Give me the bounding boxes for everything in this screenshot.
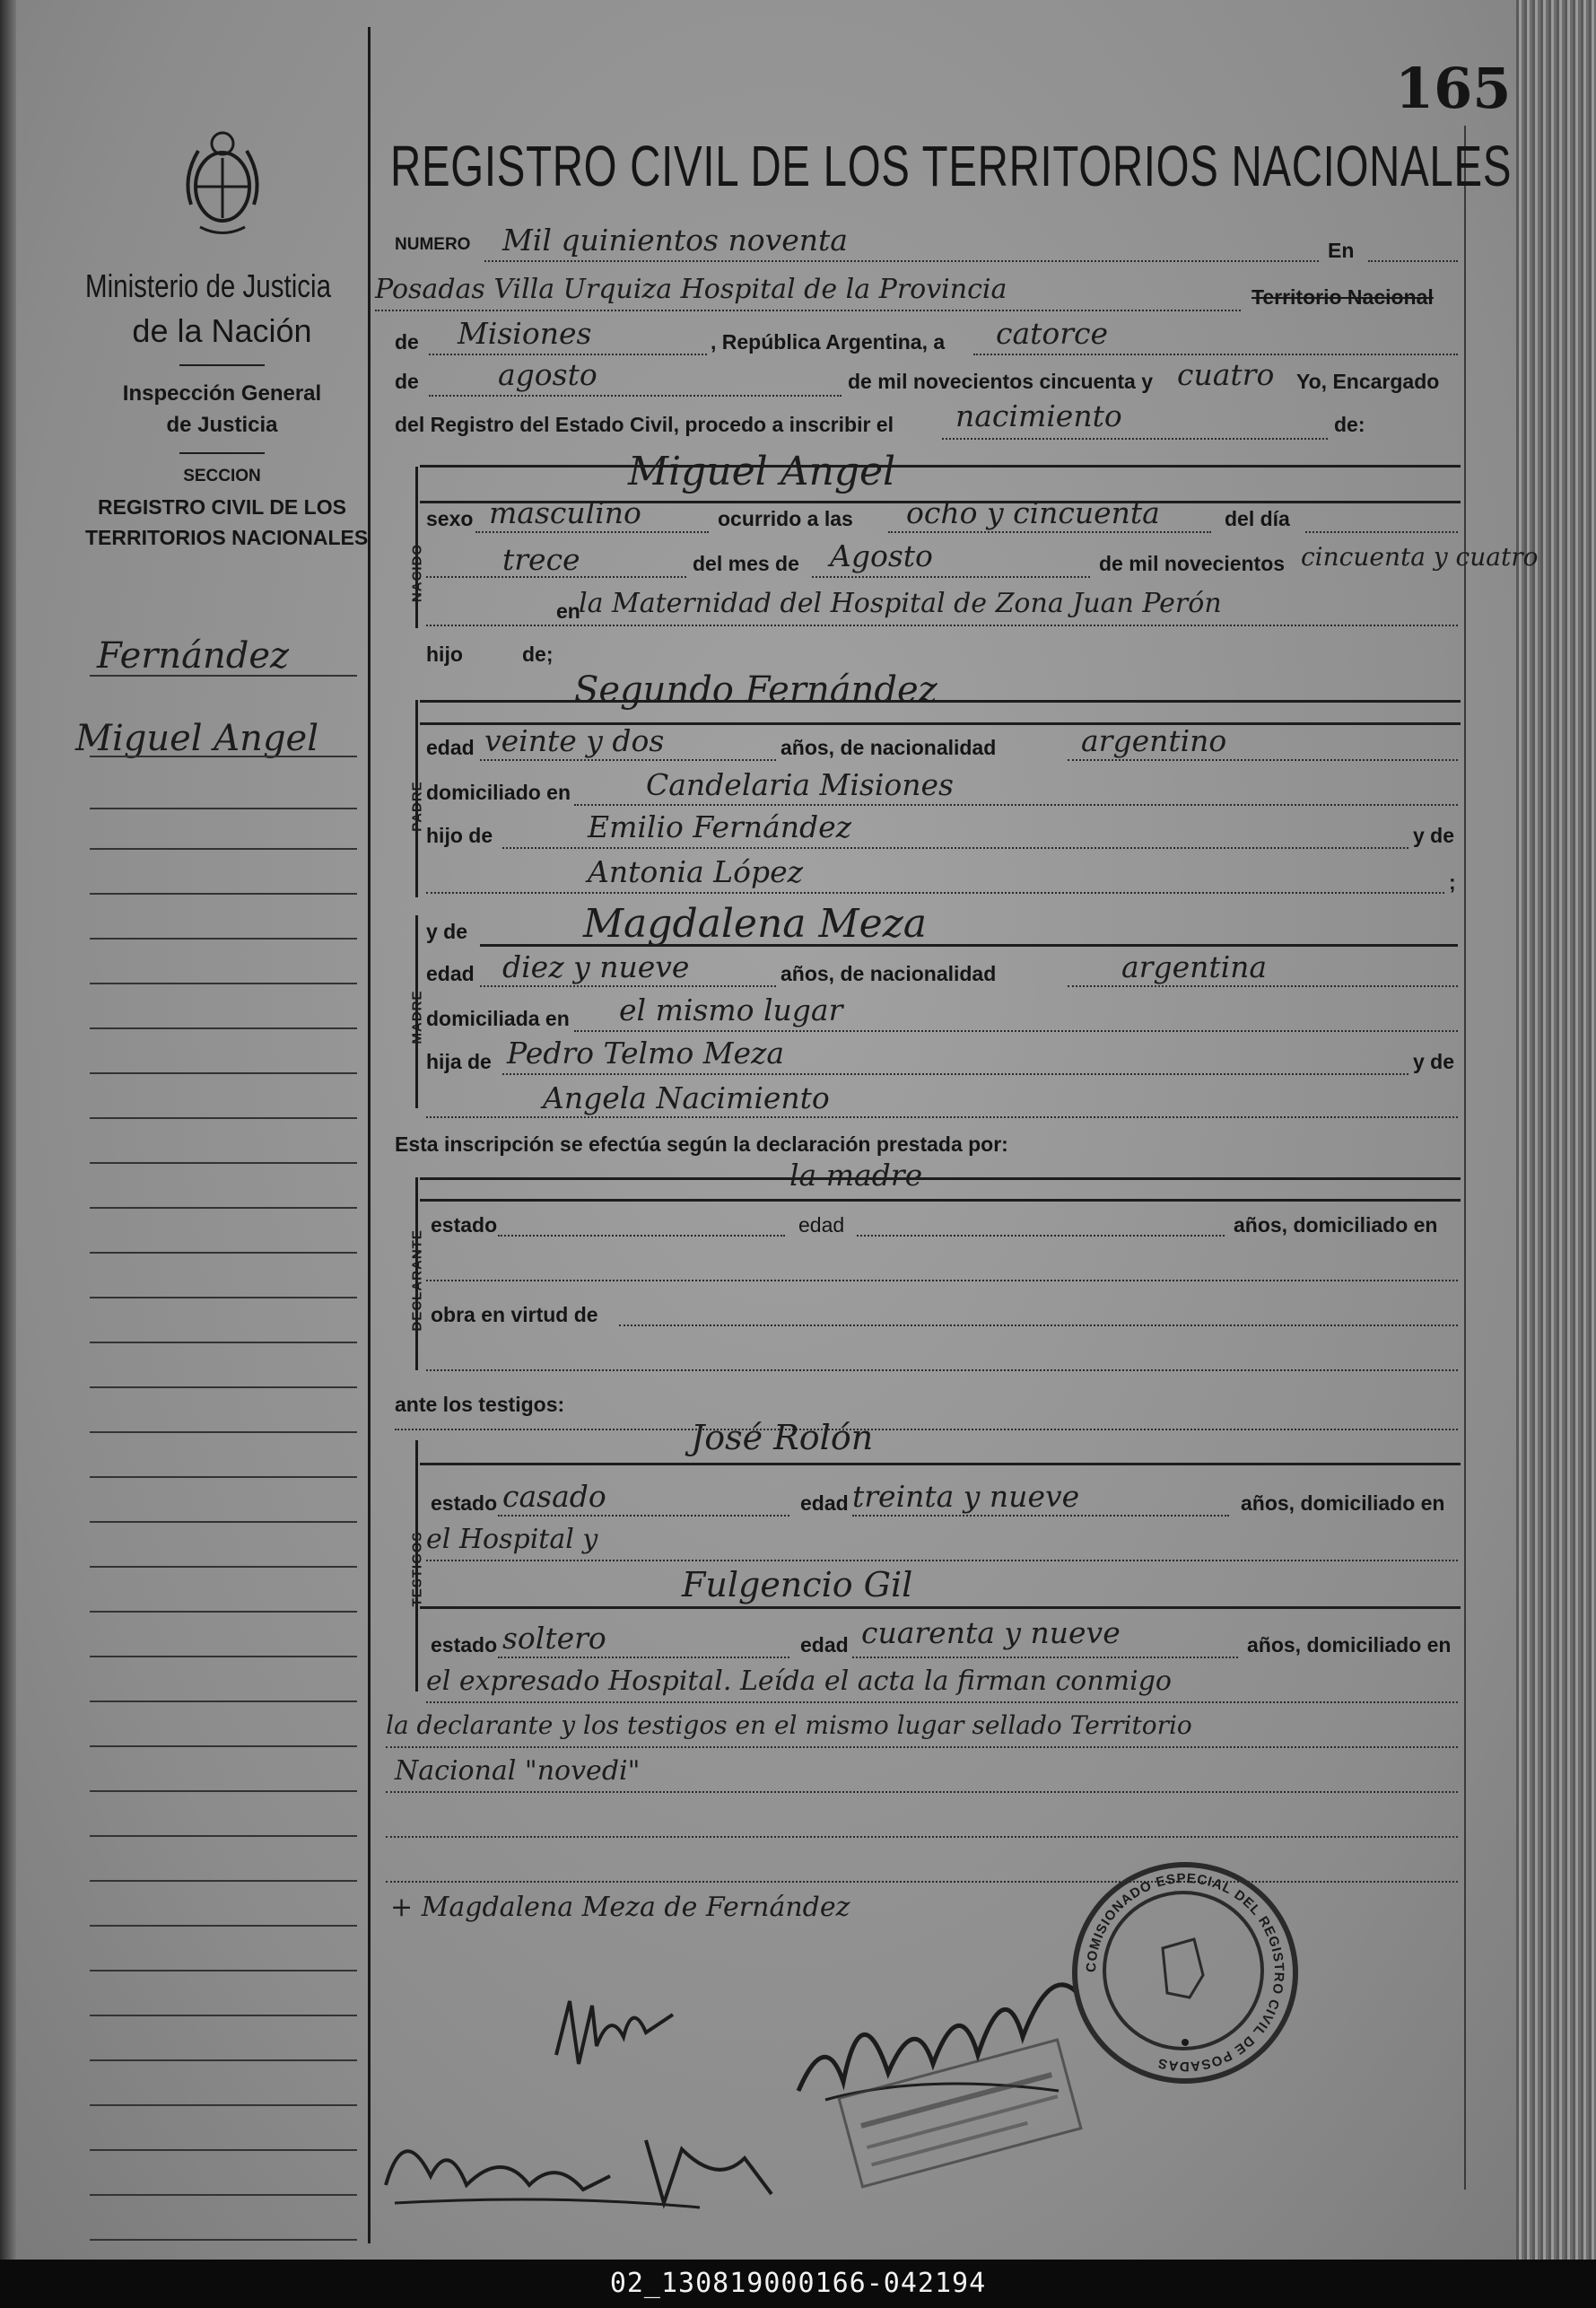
y-de-label: y de	[1413, 824, 1455, 847]
y-de-label-2: y de	[1413, 1050, 1455, 1073]
testigos-side-label: TESTIGOS	[409, 1531, 425, 1607]
child-name: Miguel Angel	[628, 449, 896, 494]
index-line	[90, 1072, 357, 1074]
sidebar-given-name: Miguel Angel	[75, 718, 319, 759]
field-line	[857, 1235, 1225, 1237]
padre-label: PADRE	[409, 781, 425, 832]
index-line	[90, 848, 357, 850]
mother-nationality: argentina	[1121, 949, 1268, 984]
witness1-domicile: el Hospital y	[426, 1524, 598, 1555]
field-line	[502, 1073, 1408, 1075]
rule	[420, 1199, 1461, 1202]
year-value: cuatro	[1177, 357, 1275, 392]
index-line	[90, 1566, 357, 1568]
field-line	[1368, 260, 1458, 262]
index-line	[90, 1970, 357, 1971]
margin-rule	[368, 27, 371, 2243]
field-line	[426, 892, 1444, 894]
closing-line-1: el expresado Hospital. Leída el acta la firman conmigo	[426, 1665, 1172, 1697]
birth-year-value: cincuenta y cuatro	[1301, 542, 1539, 572]
section-line3: TERRITORIOS NACIONALES	[85, 526, 369, 549]
father-age: veinte y dos	[484, 723, 665, 758]
field-line	[852, 1657, 1238, 1658]
page-number: 165	[1395, 56, 1512, 121]
act-value: nacimiento	[955, 398, 1122, 433]
birth-place-value: la Maternidad del Hospital de Zona Juan Perón	[579, 588, 1222, 619]
index-line	[90, 675, 357, 677]
closing-line-3: Nacional "novedi"	[395, 1755, 641, 1787]
field-line	[852, 1515, 1229, 1517]
document-title: REGISTRO CIVIL DE LOS TERRITORIOS NACIONALES	[390, 134, 1513, 198]
page-stack-edge	[1516, 0, 1596, 2260]
hija-de-label: hija de	[426, 1050, 492, 1073]
de-semicolon: de;	[522, 643, 554, 666]
field-line	[426, 1560, 1458, 1561]
edad-label-decl: edad	[798, 1213, 845, 1237]
domiciliada-label: domiciliada en	[426, 1007, 570, 1030]
estado-label-w2: estado	[431, 1633, 498, 1657]
witness2-estado: soltero	[502, 1621, 606, 1656]
declaracion-label: Esta inscripción se efectúa según la declaración prestada por:	[395, 1132, 1008, 1156]
index-line	[90, 1207, 357, 1209]
field-line	[429, 395, 842, 397]
mother-father: Pedro Telmo Meza	[507, 1036, 785, 1071]
index-line	[90, 808, 357, 809]
obra-label: obra en virtud de	[431, 1303, 598, 1326]
year-label: de mil novecientos cincuenta y	[848, 370, 1153, 393]
estado-label-w1: estado	[431, 1491, 498, 1515]
madre-label: MADRE	[409, 990, 425, 1045]
sexo-value: masculino	[489, 495, 641, 530]
index-line	[90, 1386, 357, 1388]
field-line	[812, 576, 1090, 578]
mother-mother: Angela Nacimiento	[543, 1080, 830, 1115]
hijo-label: hijo	[426, 643, 463, 666]
field-line	[426, 1701, 1458, 1703]
edad-label-w1: edad	[800, 1491, 849, 1515]
republica-label: , República Argentina, a	[711, 330, 946, 354]
rule	[420, 1606, 1461, 1609]
numero-value: Mil quinientos noventa	[502, 223, 848, 258]
field-line	[395, 1429, 1458, 1430]
field-line	[619, 1324, 1458, 1326]
field-line	[426, 1369, 1458, 1371]
index-line	[90, 1342, 357, 1343]
index-line	[90, 1297, 357, 1298]
field-line	[429, 354, 707, 355]
field-line	[502, 847, 1408, 849]
sexo-label: sexo	[426, 507, 474, 530]
inspection-line1: Inspección General	[122, 381, 322, 406]
witness1-estado: casado	[502, 1479, 606, 1514]
edad-label-mother: edad	[426, 962, 475, 985]
month-value: agosto	[498, 357, 597, 392]
father-mother: Antonia López	[588, 854, 804, 889]
field-line	[475, 531, 709, 533]
field-line	[386, 1881, 1458, 1883]
scan-id: 02_130819000166-042194	[609, 2268, 987, 2299]
field-line	[1068, 985, 1458, 987]
anos-dom-label-w1: años, domiciliado en	[1241, 1491, 1445, 1515]
father-domicile: Candelaria Misiones	[646, 767, 954, 802]
mother-age: diez y nueve	[502, 949, 690, 984]
rule	[420, 465, 1461, 468]
territory-value: Misiones	[458, 316, 592, 351]
field-line	[375, 310, 1241, 311]
ministry-line2: de la Nación	[132, 312, 312, 349]
ocurrido-label: ocurrido a las	[718, 507, 853, 530]
section-label: SECCION	[183, 467, 261, 485]
witness1-name: José Rolón	[691, 1418, 874, 1457]
estado-label: estado	[431, 1213, 498, 1237]
signature-witness1	[547, 1983, 682, 2082]
birth-day-value: trece	[502, 542, 580, 577]
nacido-label: NACIDO	[409, 543, 425, 603]
field-line	[498, 1235, 785, 1237]
index-line	[90, 2059, 357, 2061]
index-line	[90, 938, 357, 940]
field-line	[574, 1030, 1458, 1032]
svg-text:COMISIONADO ESPECIAL DEL REGIS: COMISIONADO ESPECIAL DEL REGISTRO CIVIL DE POSADAS	[1083, 1870, 1287, 2075]
anos-dom-label-w2: años, domiciliado en	[1247, 1633, 1452, 1657]
witness1-edad: treinta y nueve	[852, 1479, 1080, 1514]
del-dia-label: del día	[1225, 507, 1290, 530]
coat-of-arms-icon	[173, 124, 272, 240]
birth-month-value: Agosto	[830, 538, 933, 573]
index-line	[90, 756, 357, 757]
father-father: Emilio Fernández	[588, 809, 852, 844]
witness2-name: Fulgencio Gil	[682, 1565, 913, 1604]
registro-label: del Registro del Estado Civil, procedo a inscribir el	[395, 413, 894, 436]
inspection-line2: de Justicia	[166, 413, 278, 437]
witness2-edad: cuarenta y nueve	[861, 1615, 1121, 1650]
field-line	[386, 1791, 1458, 1793]
index-line	[90, 1790, 357, 1792]
index-line	[90, 1700, 357, 1702]
de-colon: de:	[1334, 413, 1365, 436]
index-line	[90, 1027, 357, 1029]
index-line	[90, 2194, 357, 2196]
father-nationality: argentino	[1081, 723, 1227, 758]
index-line	[90, 2015, 357, 2016]
section-line2: REGISTRO CIVIL DE LOS	[98, 495, 346, 519]
place-value: Posadas Villa Urquiza Hospital de la Provincia	[375, 274, 1007, 305]
binding-shadow	[0, 0, 16, 2260]
index-line	[90, 2239, 357, 2241]
edad-label-w2: edad	[800, 1633, 849, 1657]
index-line	[90, 1162, 357, 1164]
declarant-value: la madre	[789, 1158, 923, 1193]
field-line	[1068, 759, 1458, 761]
sidebar-surname: Fernández	[97, 635, 290, 677]
index-line	[90, 2149, 357, 2151]
index-line	[90, 1880, 357, 1882]
field-line	[942, 438, 1328, 440]
father-name: Segundo Fernández	[574, 669, 938, 711]
official-seal	[1072, 1862, 1298, 2084]
y-de-mother-label: y de	[426, 920, 468, 943]
mother-name: Magdalena Meza	[583, 901, 928, 947]
field-line	[426, 576, 686, 578]
anos-dom-label: años, domiciliado en	[1234, 1213, 1438, 1237]
time-value: ocho y cincuenta	[906, 495, 1160, 530]
index-line	[90, 1431, 357, 1433]
ministry-line1: Ministerio de Justicia	[85, 267, 331, 304]
divider	[179, 452, 265, 454]
field-line	[1305, 531, 1458, 533]
index-line	[90, 1656, 357, 1657]
anos-nac-label-mother: años, de nacionalidad	[781, 962, 997, 985]
index-line	[90, 1521, 357, 1523]
closing-line-2: la declarante y los testigos en el mismo lugar sellado Territorio	[386, 1710, 1192, 1740]
index-line	[90, 1117, 357, 1119]
index-line	[90, 1835, 357, 1837]
field-line	[973, 354, 1458, 355]
field-line	[426, 1280, 1458, 1281]
territorio-label: Territorio Nacional	[1252, 285, 1434, 309]
index-line	[90, 1252, 357, 1254]
field-line	[426, 625, 1458, 626]
field-line	[480, 759, 776, 761]
right-rule	[1464, 126, 1466, 2190]
rule	[420, 1177, 1461, 1180]
index-line	[90, 983, 357, 984]
semicolon: ;	[1449, 870, 1456, 894]
del-mes-label: del mes de	[693, 552, 799, 575]
field-line	[498, 1515, 789, 1517]
rule	[480, 944, 1458, 947]
yo-label: Yo, Encargado	[1296, 370, 1440, 393]
domiciliado-label: domiciliado en	[426, 781, 571, 804]
scan-id-bar	[0, 2260, 1596, 2308]
field-line	[574, 804, 1458, 806]
field-line	[498, 1657, 789, 1658]
testigos-label: ante los testigos:	[395, 1393, 565, 1416]
en-label-2: en	[556, 599, 580, 623]
anos-nac-label: años, de nacionalidad	[781, 736, 997, 759]
index-line	[90, 1745, 357, 1747]
field-line	[484, 260, 1319, 262]
signature-witness2	[377, 2104, 807, 2221]
numero-label: NUMERO	[395, 235, 471, 254]
index-line	[90, 893, 357, 895]
field-line	[888, 531, 1211, 533]
declarante-label: DECLARANTE	[409, 1229, 425, 1332]
en-label: En	[1328, 239, 1355, 262]
de-label-2: de	[395, 370, 419, 393]
field-line	[386, 1746, 1458, 1748]
seal-ring-text	[1077, 1867, 1293, 2078]
birth-year-label: de mil novecientos	[1099, 552, 1286, 575]
index-line	[90, 1925, 357, 1927]
hijo-de-label: hijo de	[426, 824, 493, 847]
edad-label: edad	[426, 736, 475, 759]
field-line	[386, 1836, 1458, 1838]
index-line	[90, 2104, 357, 2106]
divider	[179, 364, 265, 366]
mother-domicile: el mismo lugar	[619, 992, 843, 1027]
index-line	[90, 1476, 357, 1478]
de-label: de	[395, 330, 419, 354]
field-line	[480, 985, 776, 987]
rule	[420, 1463, 1461, 1465]
signature-mother: + Magdalena Meza de Fernández	[390, 1892, 850, 1923]
day-value: catorce	[996, 316, 1109, 351]
index-line	[90, 1611, 357, 1613]
field-line	[426, 1116, 1458, 1118]
